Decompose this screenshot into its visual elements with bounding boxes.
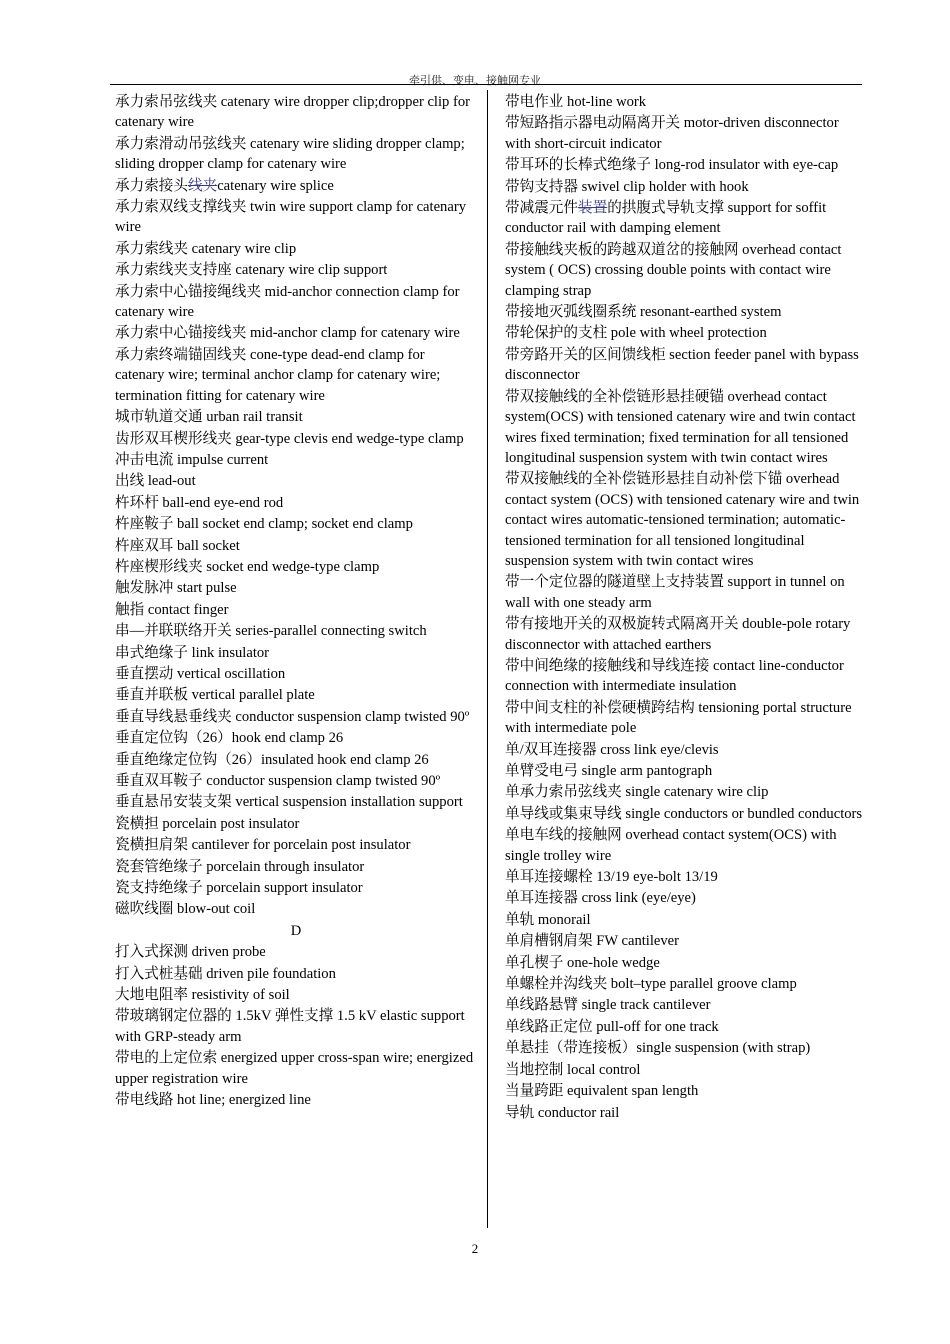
glossary-entry: 冲击电流 impulse current — [115, 451, 269, 468]
glossary-entry: 带一个定位器的隧道壁上支持装置 support in tunnel on wall with one steady arm — [505, 574, 845, 611]
page-header: 牵引供、变电、接触网专业 — [409, 75, 541, 87]
glossary-entry: 齿形双耳楔形线夹 gear-type clevis end wedge-type clamp — [115, 430, 464, 447]
glossary-entry: 单肩槽钢肩架 FW cantilever — [505, 933, 680, 950]
glossary-entry: 带中间绝缘的接触线和导线连接 contact line-conductor connection with intermediate insulation — [505, 657, 844, 695]
page-number: 2 — [471, 1241, 479, 1256]
glossary-entry: 带玻璃钢定位器的 1.5kV 弹性支撑 1.5 kV elastic support with GRP-steady arm — [115, 1008, 465, 1045]
glossary-entry: 磁吹线圈 blow-out coil — [115, 901, 256, 918]
left-column — [115, 92, 477, 1112]
glossary-entry: 瓷横担肩架 cantilever for porcelain post insulator — [115, 837, 411, 854]
glossary-entry: 带耳环的长棒式绝缘子 long-rod insulator with eye-cap — [505, 157, 839, 174]
glossary-entry: 单线路正定位 pull-off for one track — [505, 1018, 719, 1035]
glossary-entry: 垂直导线悬垂线夹 conductor suspension clamp twisted 90º — [115, 708, 470, 725]
glossary-entry: 带电线路 hot line; energized line — [115, 1092, 311, 1109]
glossary-entry: 串式绝缘子 link insulator — [115, 644, 270, 661]
glossary-entry: 带中间支柱的补偿硬横跨结构 tensioning portal structure with intermediate pole — [505, 699, 852, 737]
glossary-entry: 串—并联联络开关 series-parallel connecting switch — [115, 623, 427, 640]
glossary-entry — [505, 198, 865, 239]
glossary-entry: 瓷支持绝缘子 porcelain support insulator — [115, 880, 363, 897]
glossary-entry: 承力索线夹 catenary wire clip — [115, 240, 297, 257]
glossary-entry: 打入式探测 driven probe — [115, 944, 266, 961]
glossary-entry: 垂直双耳鞍子 conductor suspension clamp twisted 90º — [115, 773, 441, 789]
header-rule — [110, 84, 862, 85]
glossary-entry: 单臂受电弓 single arm pantograph — [505, 763, 713, 779]
glossary-entry: 单螺栓并沟线夹 bolt–type parallel groove clamp — [505, 976, 797, 993]
glossary-entry: 承力索滑动吊弦线夹 catenary wire sliding dropper clamp; sliding dropper clamp for catenary wire — [115, 135, 465, 173]
glossary-entry: 单线路悬臂 single track cantilever — [505, 997, 711, 1014]
glossary-entry: 垂直摆动 vertical oscillation — [115, 665, 286, 682]
glossary-entry: 单悬挂（带连接板）single suspension (with strap) — [505, 1040, 811, 1057]
glossary-entry: 带短路指示器电动隔离开关 motor-driven disconnector with short-circuit indicator — [505, 115, 839, 152]
glossary-entry: 触指 contact finger — [115, 601, 229, 618]
right-column — [505, 92, 865, 1124]
glossary-entry: 杵座鞍子 ball socket end clamp; socket end clamp — [115, 516, 413, 533]
glossary-entry: 单耳连接器 cross link (eye/eye) — [505, 890, 696, 907]
glossary-entry: 当量跨距 equivalent span length — [505, 1083, 699, 1100]
glossary-entry: 垂直定位钩（26）hook end clamp 26 — [115, 730, 344, 747]
struck-text: 线夹 — [187, 177, 218, 194]
glossary-entry: 当地控制 local control — [505, 1061, 641, 1078]
glossary-entry: 触发脉冲 start pulse — [115, 580, 237, 597]
glossary-entry: 打入式桩基础 driven pile foundation — [115, 965, 336, 982]
glossary-entry: 单轨 monorail — [505, 911, 591, 928]
glossary-entry: 承力索中心锚接绳线夹 mid-anchor connection clamp for catenary wire — [115, 283, 460, 321]
glossary-entry: 垂直并联板 vertical parallel plate — [115, 687, 315, 704]
glossary-entry: 承力索双线支撑线夹 twin wire support clamp for catenary wire — [115, 199, 466, 236]
glossary-entry: 垂直悬吊安装支架 vertical suspension installation support — [115, 794, 463, 811]
glossary-entry: 单导线或集束导线 single conductors or bundled conductors — [505, 805, 863, 822]
glossary-entry: 杵环杆 ball-end eye-end rod — [115, 494, 284, 511]
section-letter: D — [290, 922, 302, 939]
glossary-entry: 瓷横担 porcelain post insulator — [115, 815, 300, 832]
glossary-entry: 承力索中心锚接线夹 mid-anchor clamp for catenary wire — [115, 325, 460, 342]
glossary-entry: 单孔楔子 one-hole wedge — [505, 954, 660, 971]
glossary-entry: 城市轨道交通 urban rail transit — [115, 409, 303, 426]
glossary-entry: 导轨 conductor rail — [505, 1104, 620, 1121]
glossary-entry: 出线 lead-out — [115, 473, 196, 490]
glossary-entry: 带钩支持器 swivel clip holder with hook — [505, 178, 749, 195]
glossary-entry: 单耳连接螺栓 13/19 eye-bolt 13/19 — [505, 869, 718, 886]
glossary-entry: 带双接触线的全补偿链形悬挂自动补偿下锚 overhead contact system (OCS) with tensioned catenary wire and twin contact wires automatic-tensioned termination; automatic-tensioned termination for all tensioned longitudinal suspension system with twin contact wires — [505, 471, 860, 569]
glossary-entry: 瓷套管绝缘子 porcelain through insulator — [115, 858, 365, 875]
glossary-entry: 带双接触线的全补偿链形悬挂硬锚 overhead contact system(OCS) with tensioned catenary wire and twin contact wires fixed termination; fixed termination for all tensioned longitudinal suspension system with twin contact wires — [505, 388, 856, 466]
glossary-entry: 杵座双耳 ball socket — [115, 537, 240, 554]
glossary-entry: 带电作业 hot-line work — [505, 94, 647, 110]
struck-text: 装置 — [577, 200, 608, 217]
glossary-entry: 承力索线夹支持座 catenary wire clip support — [115, 262, 388, 279]
glossary-entry: 承力索终端锚固线夹 cone-type dead-end clamp for catenary wire; terminal anchor clamp for catenary wire; termination fitting for catenary wire — [115, 346, 441, 404]
entry-term: 承力索接头 — [115, 177, 188, 194]
glossary-entry: 垂直绝缘定位钩（26）insulated hook end clamp 26 — [115, 751, 429, 768]
glossary-entry: 带接触线夹板的跨越双道岔的接触网 overhead contact system ( OCS) crossing double points with contact wire clamping strap — [505, 241, 842, 299]
glossary-entry: 大地电阻率 resistivity of soil — [115, 987, 290, 1004]
column-divider — [487, 90, 488, 1228]
glossary-entry: 单电车线的接触网 overhead contact system(OCS) with single trolley wire — [505, 827, 837, 864]
glossary-entry: 带旁路开关的区间馈线柜 section feeder panel with bypass disconnector — [505, 346, 859, 384]
entry-translation: 的拱腹式导轨支撑 support for soffit conductor rail with damping element — [505, 200, 827, 237]
glossary-entry — [115, 176, 477, 196]
glossary-entry: 带有接地开关的双极旋转式隔离开关 double-pole rotary disconnector with attached earthers — [505, 616, 851, 653]
glossary-entry: 单承力索吊弦线夹 single catenary wire clip — [505, 784, 769, 801]
entry-term: 带减震元件 — [505, 200, 578, 217]
glossary-entry: 带接地灭弧线圈系统 resonant-earthed system — [505, 304, 782, 321]
glossary-entry: 带电的上定位索 energized upper cross-span wire; energized upper registration wire — [115, 1050, 474, 1087]
glossary-entry: 单/双耳连接器 cross link eye/clevis — [505, 741, 719, 758]
glossary-entry: 杵座楔形线夹 socket end wedge-type clamp — [115, 558, 380, 575]
glossary-entry: 承力索吊弦线夹 catenary wire dropper clip;dropper clip for catenary wire — [115, 94, 471, 131]
glossary-entry: 带轮保护的支柱 pole with wheel protection — [505, 325, 767, 342]
entry-translation: catenary wire splice — [217, 177, 334, 194]
